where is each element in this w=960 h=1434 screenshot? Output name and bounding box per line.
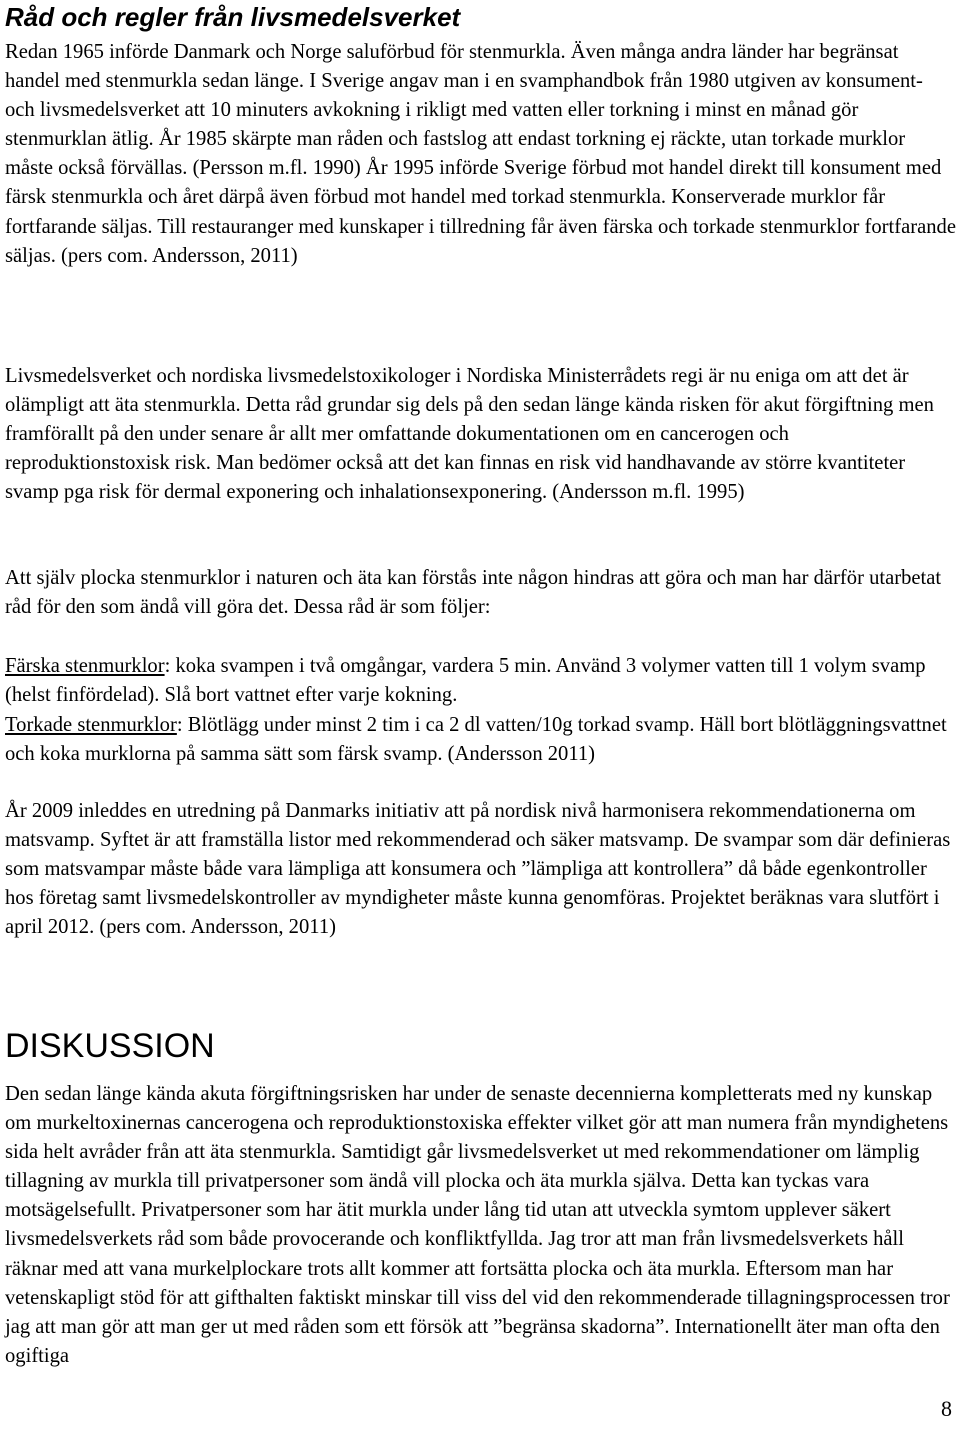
section-heading: Råd och regler från livsmedelsverket: [5, 2, 461, 32]
paragraph-recommendation: Livsmedelsverket och nordiska livsmedelstoxikologer i Nordiska Ministerrådets regi är nu eniga om att det är olämpligt att äta stenmurkla. Detta råd grundar sig dels på den sedan länge kända risken för akut förgiftning men framförallt på den under senare år allt mer omfattande dokumentationen om en cancerogen och reproduktionstoxisk risk. Man bedömer också att det kan finnas en risk vid handhavande av större kvantiteter svamp pga risk för dermal exponering och inhalationsexponering. (Andersson m.fl. 1995): [5, 365, 934, 504]
page-number: 8: [941, 1396, 952, 1421]
discussion-title: DISKUSSION: [5, 1027, 215, 1065]
paragraph-dried-advice: [5, 711, 957, 769]
paragraph-discussion: Den sedan länge kända akuta förgiftningsrisken har under de senaste decennierna kompletterats med ny kunskap om murkeltoxinernas cancerogena och reproduktionstoxiska effekter vilket gör att man numera från myndighetens sida helt avråder från att äta stenmurkla. Samtidigt går livsmedelsverket ut med rekommendationer om lämplig tillagning av murkla till privatpersoner som ändå vill plocka och äta murkla själva. Detta kan tyckas vara motsägelsefullt. Privatpersoner som har ätit murkla under lång tid utan att utveckla symtom upplever säkert livsmedelsverkets råd som både provocerande och konfliktfyllda. Jag tror att man från livsmedelsverkets håll räknar med att vana murkelplockare trots allt kommer att fortsätta plocka och äta murkla. Eftersom man har vetenskapligt stöd för att gifthalten faktiskt minskar till viss del vid den rekommenderade tillagningsprocessen tror jag att man gör att man ger ut med råden som ett försök att ”begränsa skadorna”. Internationellt äter man ofta den ogiftiga: [5, 1083, 950, 1367]
paragraph-harmonisation: År 2009 inleddes en utredning på Danmarks initiativ att på nordisk nivå harmonisera rekommendationerna om matsvamp. Syftet är att framställa listor med rekommenderad och säker matsvamp. De svampar som där definieras som matsvampar måste både vara lämpliga att konsumera och ”lämpliga att kontrollera” då både egenkontroller hos företag samt livsmedelskontroller av myndigheter måste kunna genomföras. Projektet beräknas vara slutfört i april 2012. (pers com. Andersson, 2011): [5, 800, 951, 939]
dried-label: Torkade stenmurklor: [5, 714, 177, 736]
fresh-text: : koka svampen i två omgångar, vardera 5 min. Använd 3 volymer vatten till 1 volym svamp (helst finfördelad). Slå bort vattnet efter varje kokning.: [5, 655, 926, 707]
paragraph-advice-intro: Att själv plocka stenmurklor i naturen och äta kan förstås inte någon hindras att göra och man har därför utarbetat råd för den som ändå vill göra det. Dessa råd är som följer:: [5, 567, 942, 619]
dried-text: : Blötlägg under minst 2 tim i ca 2 dl vatten/10g torkad svamp. Häll bort blötläggningsvattnet och koka murklorna på samma sätt som färsk svamp. (Andersson 2011): [5, 714, 947, 766]
paragraph-history: Redan 1965 införde Danmark och Norge saluförbud för stenmurkla. Även många andra länder har begränsat handel med stenmurkla sedan länge. I Sverige angav man i en svamphandbok från 1980 utgiven av konsument- och livsmedelsverket att 10 minuters avkokning i rikligt med vatten eller torkning i minst en månad gör stenmurklan ätlig. År 1985 skärpte man råden och fastslog att endast torkning ej räckte, utan torkade murklor måste också förvällas. (Persson m.fl. 1990) År 1995 införde Sverige förbud mot handel direkt till konsument med färsk stenmurkla och året därpå även förbud mot handel med torkad stenmurkla. Konserverade murklor får fortfarande säljas. Till restauranger med kunskaper i tillredning får även färska och torkade stenmurklor fortfarande säljas. (pers com. Andersson, 2011): [5, 41, 956, 267]
paragraph-fresh-advice: [5, 652, 957, 710]
fresh-label: Färska stenmurklor: [5, 655, 165, 677]
